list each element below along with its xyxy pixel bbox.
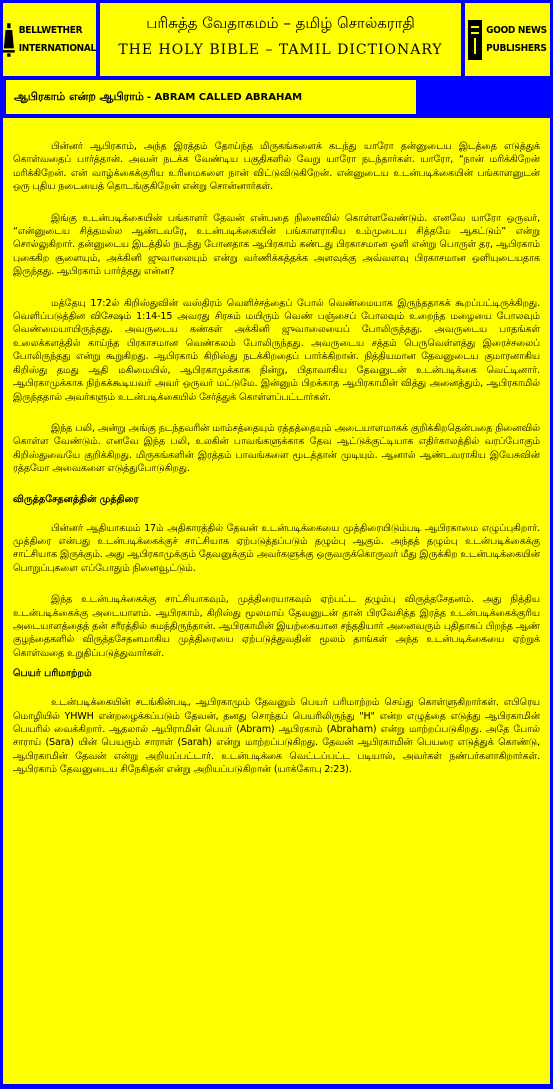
paragraph: இந்த உடன்படிக்கைக்கு சாட்சியாகவும், முத்திரையாகவும் ஏற்பட்ட தழும்பு விருத்தசேதனம். அது நித்திய உடன்படிக்கைக்கு அடையாளம். ஆபிரகாம், கிறிஸ்து மூலமாய் தேவனுடன் தான் பிரவேசித்த இரத்த உடன்படிக்கைக்குரிய அடையாளத்தைத் தன் சரீரத்தில் சுமந்திருந்தான். ஆபிரகாமின் இயற்கையான சந்ததியார் அனைவரும் புதிதாகப் பிறந்த ஆண் குழந்தைகளில் விருத்தசேதனமாகிய முத்திரையை ஏற்படுத்துவதின் மூலம் தாங்கள் அந்த உடன்படிக்கையை ஏற்றுக் கொள்வதை உறுதிப்படுத்துவார்கள். [13,594,540,659]
article-body [3,118,550,1084]
paragraph: பின்னர் ஆதியாகமம் 17ம் அதிகாரத்தில் தேவன் உடன்படிக்கையை முத்திரையிடும்படி ஆபிரகாமை எழுப்புகிறார். முத்திரை என்பது உடன்படிக்கைக்குச் சாட்சியாக ஏற்படுத்தப்படும் தழும்பு ஆகும். அந்தத் தழும்பு உடன்படிக்கைக்கு சாட்சியாக இருக்கும். அது ஆபிரகாமுக்கும் தேவனுக்கும் அவர்களுக்கு ஒருவருக்கொருவர் மீது இருக்கிற உடன்படிக்கையின் பொறுப்புகளை எப்போதும் நினைவூட்டும். [13,522,540,574]
bellwether-logo [3,3,96,76]
logo-left-line2: INTERNATIONAL [18,42,96,54]
paragraph: பின்னர் ஆபிரகாம், அந்த இரத்தம் தோய்ந்த மிருகங்களைக் கடந்து யாரோ தன்னுடைய இடத்தை எடுத்துக் கொள்வதைப் பார்த்தான். அவன் நடக்க வேண்டிய பகுதிகளில் வேறு யாரோ நடந்தார்கள். யாரோ, “நான் மரிக்கிறேன் மரிக்கிறேன். என் வாழ்க்கைக்குரிய உரிமைகளை நான் விட்டுவிடுகிறேன். என்னுடைய உடன்படிக்கையின் பங்காளனுடன் ஒரு புதிய நடையைத் தொடங்குகிறேன் என்று சொன்னார்கள். [13,141,540,193]
header [100,3,461,76]
book-icon [468,20,482,60]
entry-title [6,80,416,114]
header-tamil-title: பரிசுத்த வேதாகமம் – தமிழ் சொல்கராதி [146,14,415,32]
section-heading: பெயர் பரிமாற்றம் [13,668,92,680]
logo-left-line1: BELLWETHER [18,24,83,36]
section-heading: விருத்தசேதனத்தின் முத்திரை [13,493,139,505]
paragraph: இந்த பலி, அன்று அங்கு நடந்தவரின் மாம்சத்தையும் ரத்தத்தையும் அடையாளமாகக் குறிக்கிறதென்பதை நினைவில் கொள்ள வேண்டும். எனவே இந்த பலி, உலகின் பாவங்களுக்காக தேவ ஆட்டுக்குட்டியாக எதிர்காலத்தில் வரப்போகும் கிறிஸ்துவையே குறிக்கிறது. மிருகங்களின் இரத்தம் பாவங்களை மூடத்தான் முடியும். ஆனால் ஆண்டவராகிய இயேசுவின் ரத்தமோ அவைகளை எடுத்துபோடுகிறது. [13,422,540,475]
entry-tamil-title: ஆபிரகாம் என்ற ஆபிராம் [14,89,144,103]
bell-icon [3,20,15,60]
header-english-title: THE HOLY BIBLE – TAMIL DICTIONARY [118,42,443,58]
logo-right-line2: PUBLISHERS [486,42,547,54]
paragraph: உடன்படிக்கையின் சடங்கின்படி, ஆபிரகாமும் தேவனும் பெயர் பரிமாற்றம் செய்து கொள்ளுகிறார்கள். எபிரெய மொழியில் YHWH என்றழைக்கப்படும் தேவன், தனது சொந்தப் பெயரிலிருந்து "H" என்ற எழுத்தை எடுத்து ஆபிரகாமின் பெயரில் வைக்கிறார். ஆதலால் ஆபிராமின் பெயர் (Abram) ஆபிரகாம் (Abraham) என்று மாற்றப்படுகிறது. அதே போல் சாராய் (Sara) யின் பெயரும் சாராள் (Sarah) என்று மாற்றப்படுகிறது. தேவன் ஆபிரகாமின் பெயரை எடுத்துக் கொண்டு, ஆபிரகாமின் தேவன் என்று அறியப்பட்டார். உடன்படிக்கை வெட்டப்பட்ட படியால், அவர்கள் நண்பர்களாகிறார்கள். ஆபிரகாம் தேவனுடைய சிநேகிதன் என்று அறியப்படுகிறான் (யாக்கோபு 2:23). [13,697,540,776]
paragraph: மத்தேயு 17:2ல் கிறிஸ்துவின் வஸ்திரம் வெளிச்சத்தைப் போல் வெண்மையாக இருந்ததாகக் கூறப்பட்டிருக்கிறது. வெளிப்படுத்தின விசேஷம் 1:14-15 அவரது சிரசும் மயிரும் வெண் பஞ்சைப் போலவும் உறைந்த மழையை போலவும் வெண்மையாயிருந்தது. அவருடைய கண்கள் அக்கினி ஜுவாலையைப் போலிருந்தது. அவருடைய பாதங்கள் உலைக்களத்தில் காய்ந்த பிரகாசமான வெண்கலம் போலிருந்தது. அவருடைய சத்தம் பெருவெள்ளத்து இரைச்சலைப் போலிருந்தது என்று கூறுகிறது. ஆபிரகாம் கிறிஸ்து நடக்கிறதைப் பார்க்கிறான். நித்தியமான தேவனுடைய குமாரனாகிய கிறிஸ்து தமது ஆதி மகிமையில், ஆபிரகாமுக்காக நின்று, பிதாவாகிய தேவனுடன் உடன்படிக்கை வெட்டினார். ஆபிரகாமுக்காக நிற்கக்கூடியவர் அவர் ஒருவர் மட்டுமே. இன்னும் பிறக்காத ஆபிரகாமின் வித்து அனைத்தும், ஆபிரகாமில் இருந்ததால் அவர்களும் உடன்படிக்கையில் சேர்த்துக் கொள்ளப்பட்டார்கள். [13,297,540,403]
entry-english-title: - ABRAM CALLED ABRAHAM [146,91,303,103]
logo-right-line1: GOOD NEWS [486,24,547,36]
good-news-logo [465,3,550,76]
paragraph: இங்கு உடன்படிக்கையின் பங்காளர் தேவன் என்பதை நினைவில் கொள்ளவேண்டும். எனவே யாரோ ஒருவர், “என்னுடைய சித்தமல்ல ஆண்டவரே, உடன்படிக்கையின் பங்காளராகிய உம்முடைய சித்தமே ஆகட்டும்” என்று சொல்லுகிறார். தன்னுடைய இடத்தில் நடந்து போனதாக ஆபிரகாம் கண்டது பிரகாசமான ஒளி என்று பொருள் தர, ஆபிரகாம் புகைகிற சூளையும், அக்கினி ஜுவாலையும் என்று வர்ணிக்கத்தக்க அளவுக்கு அவ்வளவு பிரகாசமான ஒளியுடையதாக இருந்தது. ஆபிரகாம் பார்த்தது என்ன? [13,212,540,278]
